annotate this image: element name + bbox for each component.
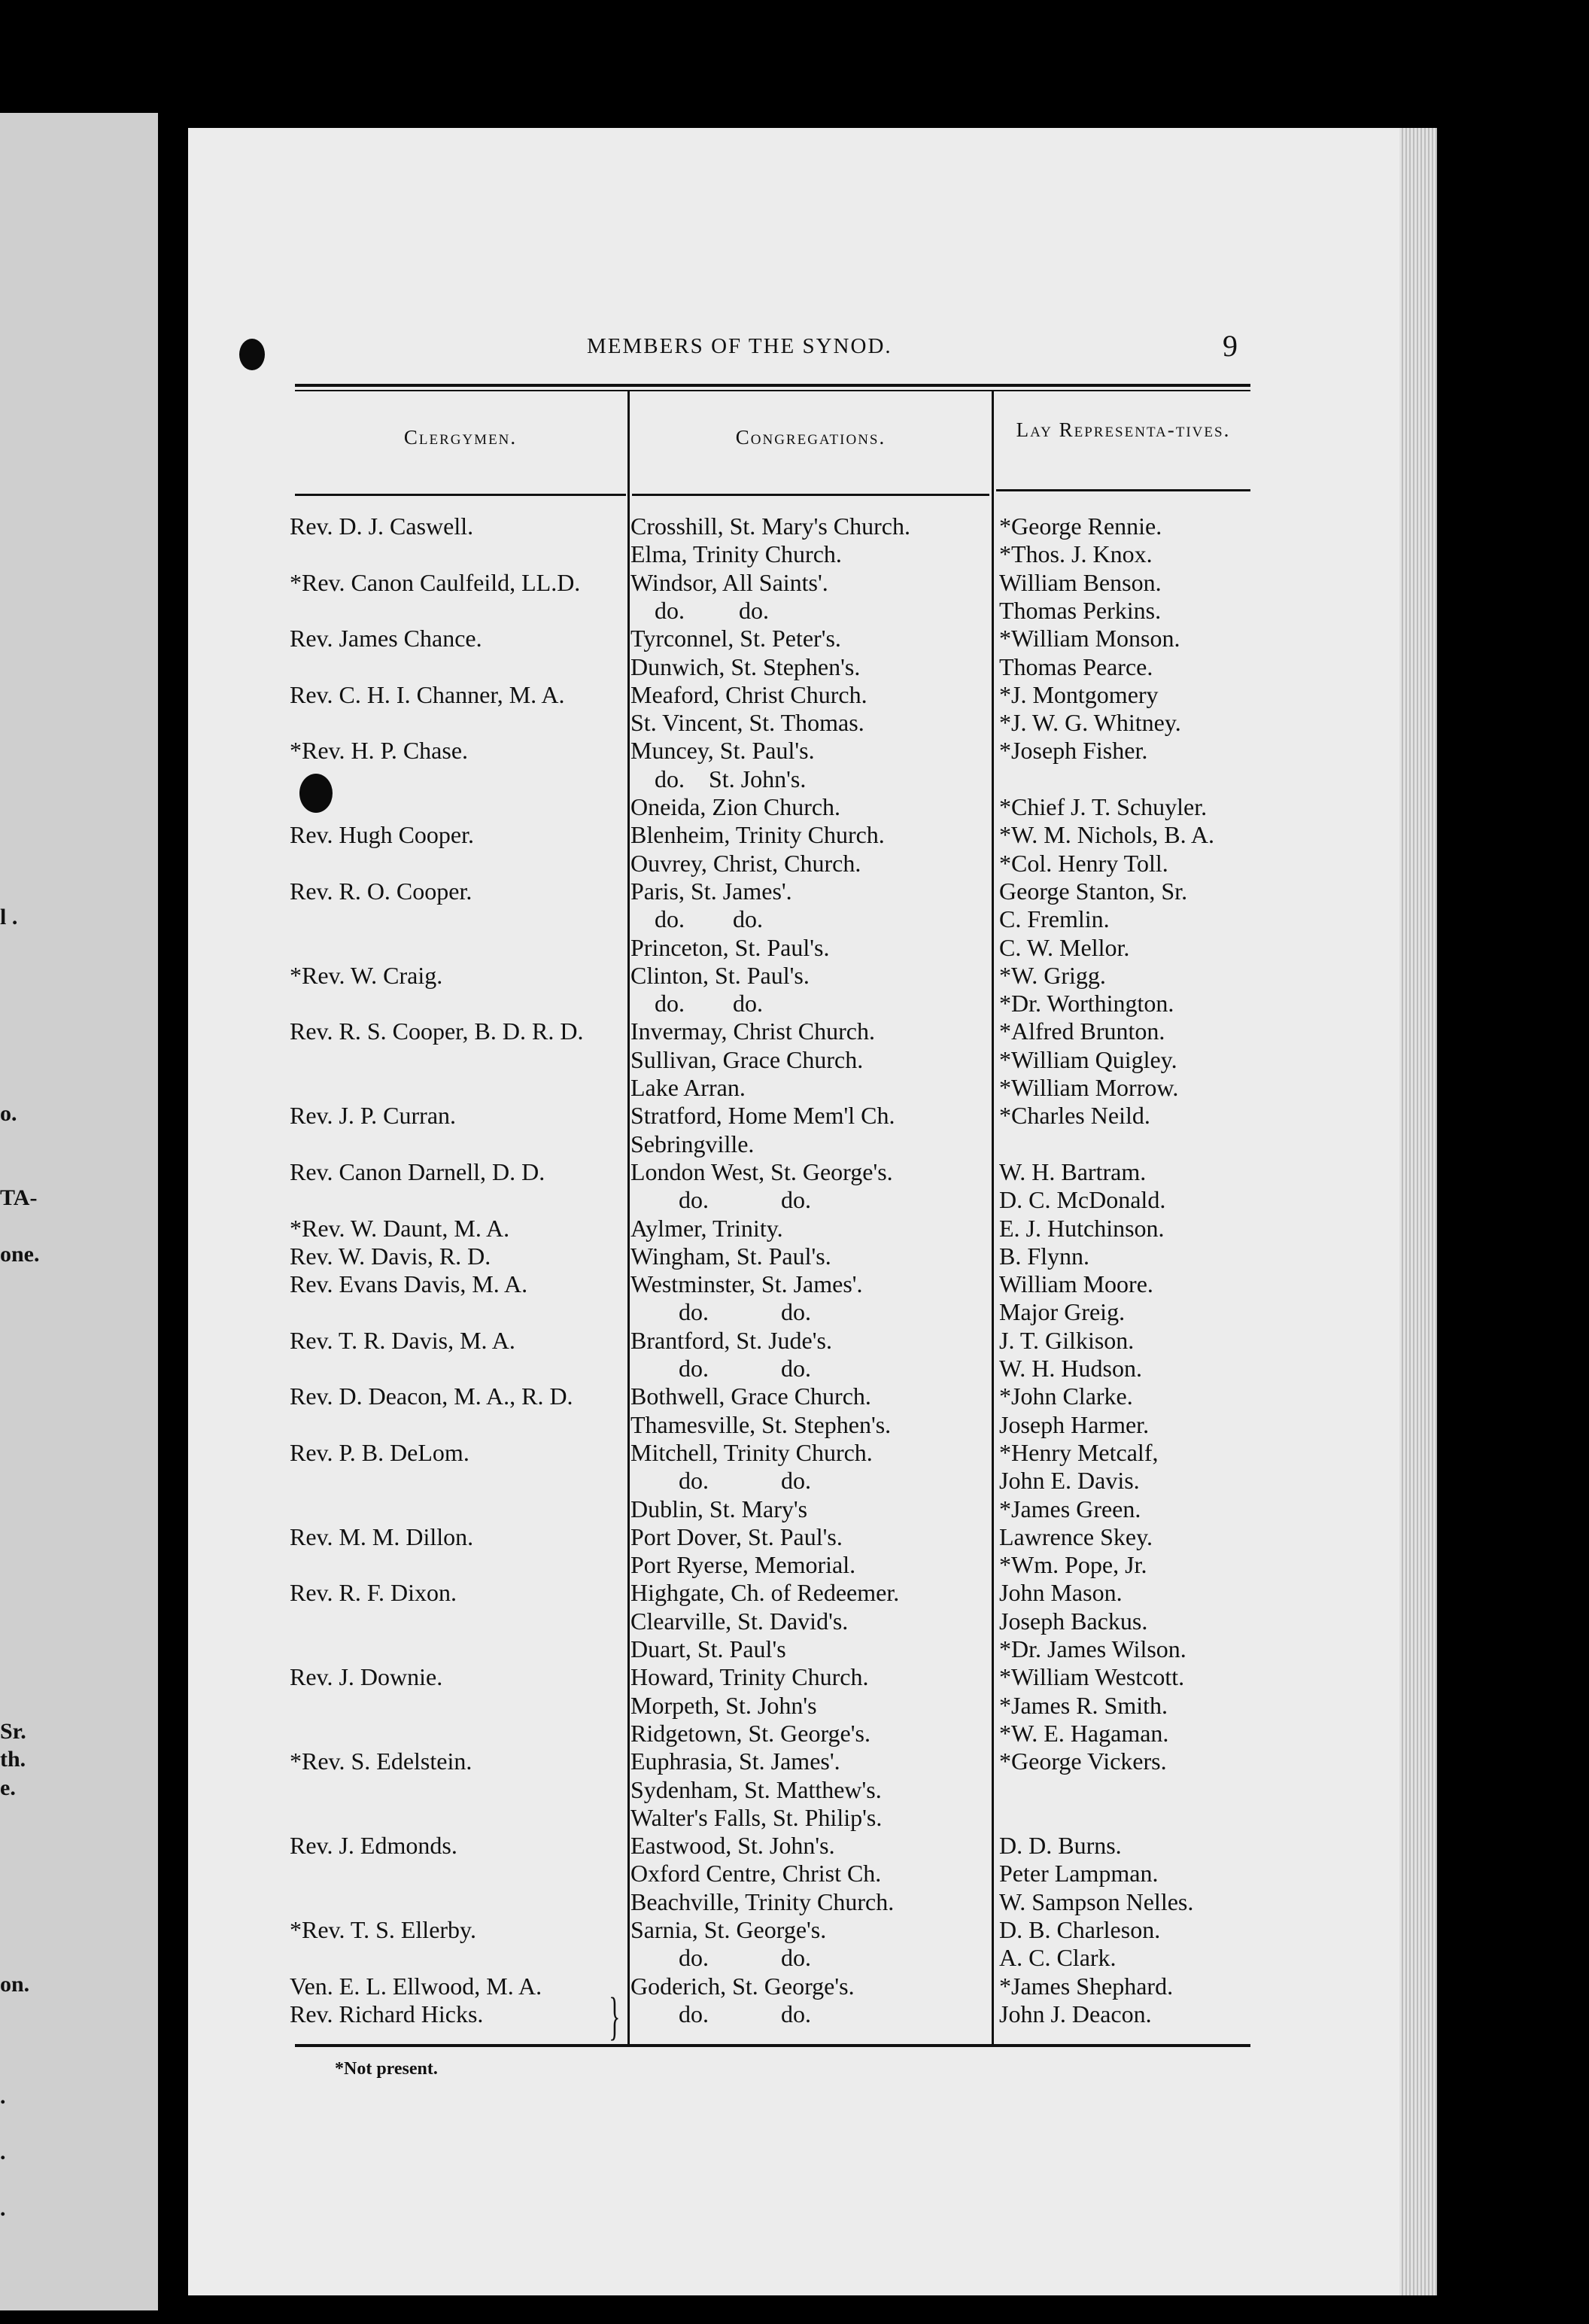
- clergyman-entry: Rev. J. Edmonds.: [290, 1832, 457, 1860]
- column-divider: [627, 391, 630, 2044]
- congregation-entry: Windsor, All Saints'.: [630, 568, 828, 596]
- congregation-entry: Port Ryerse, Memorial.: [630, 1551, 856, 1579]
- facing-page-text: l .: [0, 905, 18, 930]
- clergyman-entry: Rev. P. B. DeLom.: [290, 1438, 469, 1466]
- lay-representative-entry: *James Shephard.: [999, 1972, 1174, 2000]
- congregation-entry: do. do.: [630, 990, 763, 1018]
- lay-representative-entry: A. C. Clark.: [999, 1944, 1117, 1972]
- lay-representative-entry: D. C. McDonald.: [999, 1186, 1166, 1214]
- ink-blot: [299, 774, 333, 813]
- lay-representative-entry: Thomas Perkins.: [999, 596, 1162, 624]
- congregation-entry: Sarnia, St. George's.: [630, 1916, 827, 1943]
- brace-mark: }: [609, 1988, 621, 2046]
- lay-representative-entry: Peter Lampman.: [999, 1860, 1159, 1887]
- lay-representative-entry: William Benson.: [999, 568, 1162, 596]
- congregation-entry: Sullivan, Grace Church.: [630, 1045, 864, 1073]
- congregation-entry: Oxford Centre, Christ Ch.: [630, 1860, 882, 1887]
- lay-representative-entry: *William Westcott.: [999, 1663, 1185, 1691]
- facing-page-text: Sr.: [0, 1718, 26, 1744]
- lay-representative-entry: *Joseph Fisher.: [999, 737, 1148, 765]
- congregation-entry: St. Vincent, St. Thomas.: [630, 709, 864, 737]
- congregation-entry: Princeton, St. Paul's.: [630, 933, 830, 961]
- clergyman-entry: *Rev. S. Edelstein.: [290, 1748, 472, 1775]
- lay-representative-entry: *William Morrow.: [999, 1074, 1179, 1101]
- facing-page-text: th.: [0, 1747, 26, 1772]
- lay-representative-entry: Thomas Pearce.: [999, 652, 1153, 680]
- congregation-entry: do. do.: [630, 2000, 811, 2027]
- lay-representative-entry: John E. Davis.: [999, 1467, 1140, 1495]
- lay-representative-entry: C. W. Mellor.: [999, 933, 1130, 961]
- congregation-entry: Highgate, Ch. of Redeemer.: [630, 1579, 900, 1607]
- lay-representative-entry: *W. M. Nichols, B. A.: [999, 821, 1214, 849]
- lay-representative-entry: *John Clarke.: [999, 1383, 1133, 1410]
- congregation-entry: Clearville, St. David's.: [630, 1607, 849, 1635]
- congregation-entry: do. do.: [630, 1186, 811, 1214]
- lay-representative-entry: *George Vickers.: [999, 1748, 1167, 1775]
- lay-representative-entry: *Chief J. T. Schuyler.: [999, 793, 1208, 820]
- lay-representative-entry: *James Green.: [999, 1495, 1141, 1522]
- lay-representative-entry: John J. Deacon.: [999, 2000, 1152, 2027]
- facing-page-text: .: [0, 2083, 6, 2109]
- facing-page-text: e.: [0, 1775, 16, 1800]
- congregation-entry: Ouvrey, Christ, Church.: [630, 849, 861, 877]
- lay-representative-entry: *Henry Metcalf,: [999, 1438, 1159, 1466]
- lay-representative-entry: *William Monson.: [999, 625, 1180, 652]
- page-edge: [1399, 128, 1437, 2295]
- clergyman-entry: *Rev. T. S. Ellerby.: [290, 1916, 476, 1943]
- congregation-entry: do. St. John's.: [630, 765, 807, 792]
- congregation-entry: Howard, Trinity Church.: [630, 1663, 869, 1691]
- congregation-entry: Duart, St. Paul's: [630, 1635, 786, 1662]
- facing-page-fragment: [0, 113, 158, 2310]
- lay-representative-entry: *W. E. Hagaman.: [999, 1719, 1169, 1747]
- clergyman-entry: Rev. James Chance.: [290, 625, 482, 652]
- congregation-entry: Stratford, Home Mem'l Ch.: [630, 1102, 895, 1130]
- congregation-entry: Wingham, St. Paul's.: [630, 1242, 831, 1270]
- lay-representative-entry: B. Flynn.: [999, 1242, 1090, 1270]
- clergyman-entry: Rev. Evans Davis, M. A.: [290, 1270, 528, 1298]
- bottom-rule: [295, 2044, 1250, 2047]
- lay-representative-entry: *Charles Neild.: [999, 1102, 1150, 1130]
- congregation-entry: Port Dover, St. Paul's.: [630, 1522, 843, 1550]
- clergyman-entry: Rev. Richard Hicks.: [290, 2000, 484, 2027]
- clergyman-entry: Rev. Canon Darnell, D. D.: [290, 1157, 545, 1185]
- lay-representative-entry: *Wm. Pope, Jr.: [999, 1551, 1147, 1579]
- lay-representative-entry: *Col. Henry Toll.: [999, 849, 1168, 877]
- congregation-entry: Tyrconnel, St. Peter's.: [630, 625, 841, 652]
- facing-page-text: on.: [0, 1971, 30, 1997]
- lay-representative-entry: *Thos. J. Knox.: [999, 540, 1153, 568]
- lay-representative-entry: *George Rennie.: [999, 513, 1162, 540]
- congregation-entry: do. do.: [630, 596, 769, 624]
- congregation-entry: Blenheim, Trinity Church.: [630, 821, 885, 849]
- lay-representative-entry: Major Greig.: [999, 1298, 1126, 1326]
- congregation-entry: Morpeth, St. John's: [630, 1691, 817, 1719]
- clergyman-entry: Rev. J. P. Curran.: [290, 1102, 457, 1130]
- congregation-entry: Sebringville.: [630, 1130, 755, 1157]
- congregation-entry: Lake Arran.: [630, 1074, 746, 1101]
- lay-representative-entry: *Dr. Worthington.: [999, 990, 1174, 1018]
- lay-representative-entry: J. T. Gilkison.: [999, 1326, 1135, 1354]
- clergyman-entry: Rev. R. F. Dixon.: [290, 1579, 457, 1607]
- lay-representative-entry: William Moore.: [999, 1270, 1153, 1298]
- lay-representative-entry: *J. Montgomery: [999, 680, 1159, 708]
- clergyman-entry: *Rev. H. P. Chase.: [290, 737, 469, 765]
- lay-representative-entry: *W. Grigg.: [999, 961, 1106, 989]
- lay-representative-entry: D. D. Burns.: [999, 1832, 1122, 1860]
- congregation-entry: Muncey, St. Paul's.: [630, 737, 815, 765]
- column-head-rule: [996, 489, 1250, 491]
- clergyman-entry: Ven. E. L. Ellwood, M. A.: [290, 1972, 542, 2000]
- lay-representative-entry: John Mason.: [999, 1579, 1123, 1607]
- column-head-clergymen: Clergymen.: [403, 426, 518, 449]
- congregation-entry: Goderich, St. George's.: [630, 1972, 855, 2000]
- congregation-entry: London West, St. George's.: [630, 1157, 893, 1185]
- congregation-entry: Sydenham, St. Matthew's.: [630, 1775, 882, 1803]
- congregation-entry: Westminster, St. James'.: [630, 1270, 863, 1298]
- congregation-entry: Eastwood, St. John's.: [630, 1832, 835, 1860]
- clergyman-entry: Rev. W. Davis, R. D.: [290, 1242, 491, 1270]
- congregation-entry: Beachville, Trinity Church.: [630, 1887, 895, 1915]
- page-header: [406, 329, 1238, 372]
- congregation-entry: Crosshill, St. Mary's Church.: [630, 513, 910, 540]
- column-divider: [992, 391, 994, 2044]
- congregation-entry: Dunwich, St. Stephen's.: [630, 652, 861, 680]
- footnote: *Not present.: [335, 2059, 438, 2079]
- lay-representative-entry: E. J. Hutchinson.: [999, 1214, 1165, 1242]
- clergyman-entry: *Rev. W. Craig.: [290, 961, 443, 989]
- lay-representative-entry: Joseph Harmer.: [999, 1410, 1150, 1438]
- congregation-entry: Dublin, St. Mary's: [630, 1495, 808, 1522]
- facing-page-text: .: [0, 2196, 6, 2221]
- congregation-entry: Invermay, Christ Church.: [630, 1018, 875, 1045]
- clergyman-entry: Rev. Hugh Cooper.: [290, 821, 475, 849]
- lay-representative-entry: W. Sampson Nelles.: [999, 1887, 1194, 1915]
- lay-representative-entry: George Stanton, Sr.: [999, 877, 1188, 905]
- lay-representative-entry: D. B. Charleson.: [999, 1916, 1161, 1943]
- facing-page-text: o.: [0, 1101, 17, 1127]
- congregation-entry: Clinton, St. Paul's.: [630, 961, 810, 989]
- facing-page-text: one.: [0, 1241, 40, 1267]
- column-head-rule: [632, 494, 989, 496]
- clergyman-entry: *Rev. W. Daunt, M. A.: [290, 1214, 510, 1242]
- running-title: MEMBERS OF THE SYNOD.: [587, 334, 892, 358]
- lay-representative-entry: *Dr. James Wilson.: [999, 1635, 1186, 1662]
- congregation-entry: Walter's Falls, St. Philip's.: [630, 1803, 883, 1831]
- ink-blot: [239, 339, 265, 370]
- congregation-entry: Thamesville, St. Stephen's.: [630, 1410, 892, 1438]
- lay-representative-entry: *J. W. G. Whitney.: [999, 709, 1181, 737]
- congregation-entry: do. do.: [630, 1298, 811, 1326]
- column-head-lay-representatives: Lay Representa-tives.: [1016, 418, 1231, 441]
- clergyman-entry: Rev. R. O. Cooper.: [290, 877, 472, 905]
- congregation-entry: do. do.: [630, 1944, 811, 1972]
- clergyman-entry: Rev. M. M. Dillon.: [290, 1522, 474, 1550]
- clergyman-entry: Rev. D. J. Caswell.: [290, 513, 474, 540]
- congregation-entry: Ridgetown, St. George's.: [630, 1719, 870, 1747]
- lay-representative-entry: Joseph Backus.: [999, 1607, 1148, 1635]
- clergyman-entry: Rev. J. Downie.: [290, 1663, 443, 1691]
- congregation-entry: Brantford, St. Jude's.: [630, 1326, 832, 1354]
- header-rule: [295, 390, 1250, 391]
- congregation-entry: Euphrasia, St. James'.: [630, 1748, 840, 1775]
- congregation-entry: Bothwell, Grace Church.: [630, 1383, 871, 1410]
- congregation-entry: Paris, St. James'.: [630, 877, 792, 905]
- clergyman-entry: Rev. D. Deacon, M. A., R. D.: [290, 1383, 573, 1410]
- lay-representative-entry: Lawrence Skey.: [999, 1522, 1153, 1550]
- clergyman-entry: *Rev. Canon Caulfeild, LL.D.: [290, 568, 581, 596]
- lay-representative-entry: *William Quigley.: [999, 1045, 1177, 1073]
- lay-representative-entry: *Alfred Brunton.: [999, 1018, 1165, 1045]
- congregation-entry: do. do.: [630, 1355, 811, 1382]
- congregation-entry: Meaford, Christ Church.: [630, 680, 867, 708]
- congregation-entry: Aylmer, Trinity.: [630, 1214, 783, 1242]
- congregation-entry: Mitchell, Trinity Church.: [630, 1438, 873, 1466]
- page-number: 9: [1223, 329, 1238, 363]
- column-head-rule: [295, 494, 626, 496]
- congregation-entry: Oneida, Zion Church.: [630, 793, 841, 820]
- lay-representative-entry: W. H. Bartram.: [999, 1157, 1147, 1185]
- clergyman-entry: Rev. T. R. Davis, M. A.: [290, 1326, 515, 1354]
- facing-page-text: TA-: [0, 1185, 38, 1211]
- lay-representative-entry: W. H. Hudson.: [999, 1355, 1142, 1382]
- clergyman-entry: Rev. R. S. Cooper, B. D. R. D.: [290, 1018, 584, 1045]
- facing-page-text: .: [0, 2140, 6, 2165]
- congregation-entry: Elma, Trinity Church.: [630, 540, 842, 568]
- lay-representative-entry: C. Fremlin.: [999, 905, 1110, 933]
- lay-representative-entry: *James R. Smith.: [999, 1691, 1168, 1719]
- congregation-entry: do. do.: [630, 1467, 811, 1495]
- clergyman-entry: Rev. C. H. I. Channer, M. A.: [290, 680, 565, 708]
- column-head-congregations: Congregations.: [735, 426, 886, 449]
- congregation-entry: do. do.: [630, 905, 763, 933]
- header-rule: [295, 384, 1250, 387]
